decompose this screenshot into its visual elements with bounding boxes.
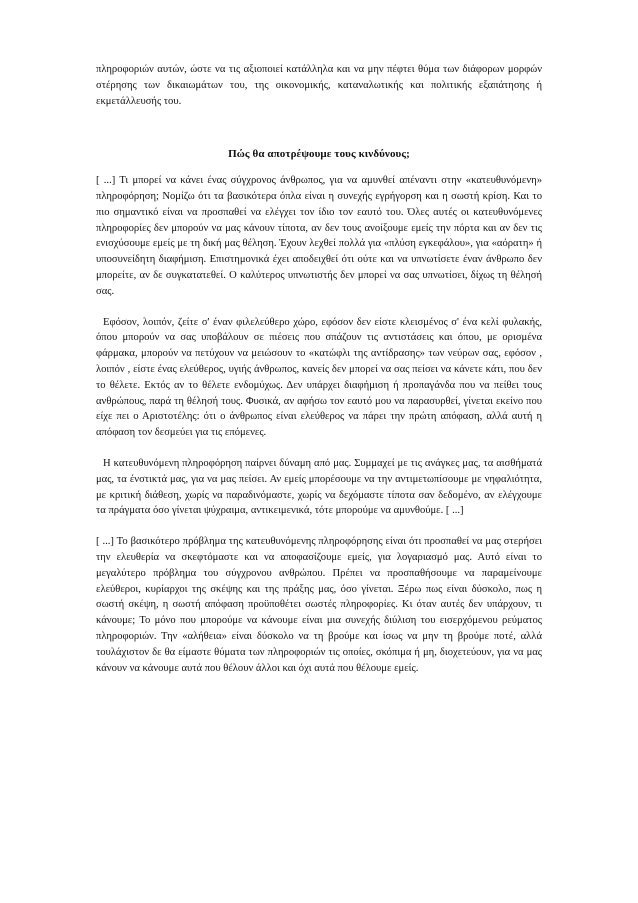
spacer: [96, 109, 542, 147]
body-paragraph-4: [ ...] Το βασικότερο πρόβλημα της κατευθυνόμενης πληροφόρησης είναι ότι προσπαθεί να μας στερήσει την ελευθερία να σκεφτόμαστε και να αποφασίζουμε εμείς, για λογαριασμό μας. Αυτό είναι το μεγαλύτερο πρόβλημα του σύγχρονου ανθρώπου. Πρέπει να προσπαθήσουμε να παραμείνουμε ελεύθεροι, κυρίαρχοι της σκέψης και της πράξης μας, όσο γίνεται. Ξέρω πως είναι δύσκολο, πως η σωστή σκέψη, η σωστή απόφαση προϋποθέτει σωστές πληροφορίες. Κι όταν αυτές δεν υπάρχουν, τι κάνουμε; Το μόνο που μπορούμε να κάνουμε είναι μια συνεχής διύλιση του εισερχόμενου ρεύματος πληροφοριών. Την «αλήθεια» είναι δύσκολο να τη βρούμε και ίσως να μην τη βρούμε ποτέ, αλλά τουλάχιστον δε θα είμαστε θύματα των πληροφοριών τις οποίες, σκόπιμα ή μη, διοχετεύουν, για να μας κάνουν να κάνουμε αυτά που θέλουν άλλοι και όχι αυτά που θέλουμε εμείς.: [96, 536, 542, 674]
spacer: [96, 519, 542, 534]
document-page: [96, 62, 542, 676]
body-paragraph-1: [ ...] Τι μπορεί να κάνει ένας σύγχρονος άνθρωπος, για να αμυνθεί απέναντι στην «κατευθυνόμενη» πληροφόρηση; Νομίζω ότι τα βασικότερα όπλα είναι η συνεχής εγρήγορση και η σωστή κρίση. Και το πιο σημαντικό είναι να προσπαθεί να ελέγχει τον ίδιο τον εαυτό του. Όλες αυτές οι κατευθυνόμενες πληροφορίες δεν μπορούν να μας κάνουν τίποτα, αν δεν τους ανοίξουμε εμείς την πόρτα και αν δεν τις ενισχύσουμε εμείς με τη δική μας θέληση. Έχουν λεχθεί πολλά για «πλύση εγκεφάλου», για «αόρατη» ή υποσυνείδητη διαφήμιση. Επιστημονικά έχει αποδειχθεί ότι ούτε και να υπνωτίσετε έναν άνθρωπο δεν μπορείτε, αν δε συγκατατεθεί. Ο καλύτερος υπνωτιστής δεν μπορεί να σας υπνωτίσει, δίχως τη θέλησή σας.: [96, 175, 542, 297]
intro-paragraph: πληροφοριών αυτών, ώστε να τις αξιοποιεί κατάλληλα και να μην πέφτει θύμα των διάφορων μορφών στέρησης των δικαιωμάτων του, της οικονομικής, καταναλωτικής και πολιτικής εξαπάτησης ή εκμετάλλευσής του.: [96, 64, 542, 107]
spacer: [96, 300, 542, 315]
section-heading: Πώς θα αποτρέψουμε τους κινδύνους;: [228, 148, 410, 161]
body-paragraph-2: Εφόσον, λοιπόν, ζείτε σ' έναν φιλελεύθερο χώρο, εφόσον δεν είστε κλεισμένος σ' ένα κελί φυλακής, όπου μπορούν να σας υποβάλουν σε πιέσεις που σπάζουν τις αντιστάσεις και όπου, με ορισμένα φάρμακα, μπορούν να πετύχουν να μειώσουν το «κατώφλι της αντίδρασης» των νεύρων σας, εφόσον , λοιπόν , είστε ένας ελεύθερος, υγιής άνθρωπος, κανείς δεν μπορεί να σας πείσει να κάνετε κάτι, που δεν το θέλετε. Εκτός αν το θέλετε ενδομύχως. Δεν υπάρχει διαφήμιση ή προπαγάνδα που να πείθει τους ανθρώπους, παρά τη θέλησή τους. Φυσικά, αν αφήσω τον εαυτό μου να παρασυρθεί, γίνεται εκείνο που είχε πει ο Αριστοτέλης: ότι ο άνθρωπος είναι ελεύθερος να πάρει την πρώτη απόφαση, αλλά αυτή η απόφαση τον δεσμεύει για τις επόμενες.: [96, 316, 542, 439]
body-paragraph-3: Η κατευθυνόμενη πληροφόρηση παίρνει δύναμη από μας. Συμμαχεί με τις ανάγκες μας, τα αισθήματά μας, τα ένστικτά μας, για να μας πείσει. Αν εμείς μπορέσουμε να την αντιμετωπίσουμε με νηφαλιότητα, με κριτική διάθεση, χωρίς να παραδινόμαστε, χωρίς να δεχόμαστε τίποτα σαν δεδομένο, αν ελέγχουμε τα πράγματα όσο γίνεται ψύχραιμα, αντικειμενικά, τότε μπορούμε να αμυνθούμε. [ ...]: [96, 457, 542, 517]
spacer: [96, 441, 542, 456]
